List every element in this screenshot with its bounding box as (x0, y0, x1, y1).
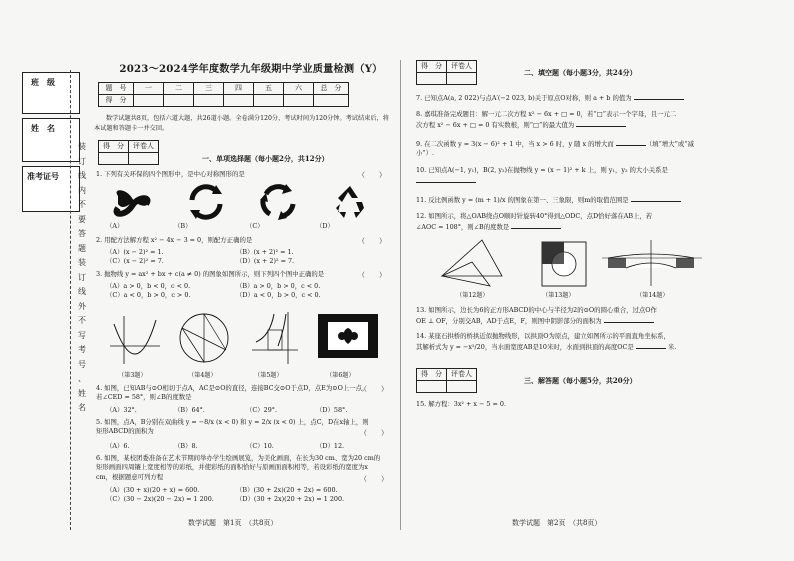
page-1 (92, 56, 392, 536)
binding-char: 要 (78, 214, 86, 224)
question-2: 2. 用配方法解方程 x² − 4x − 3 = 0，则配方正确的是 （ ） (96, 236, 386, 245)
score-cell[interactable] (194, 95, 224, 107)
binding-strip (22, 70, 80, 540)
binding-char: 装 (78, 142, 86, 151)
question-12: 12. 如图所示，将△OAB绕点O顺时针旋转40°得到△ODC，点D恰好落在AB上，若 ∠AOC = 108°，则∠B的度数是 (416, 212, 653, 232)
binding-char: 、 (78, 374, 86, 383)
question-13: 13. 如图所示，边长为6的正方形ABCD的中心与半径为2的⊙O的圆心重合，过点O作 OE ⊥ OF，分别交AB，AD于点E，F，则图中阴影部分的面积为 (416, 306, 657, 326)
binding-char: 不 (78, 316, 86, 325)
q4-options: （A）32°. （B）64°. （C）29°. （D）58°. (106, 406, 348, 414)
binding-char: 外 (78, 301, 86, 311)
binding-char: 线 (78, 171, 86, 180)
question-7: 7. 已知点A(a, 2 022)与点A′(−2 023, b)关于原点O对称，则 a + b 的值为 (416, 92, 710, 103)
binding-char: 姓 (78, 388, 86, 398)
name-label: 姓 名 (31, 123, 55, 133)
grader-marker: 评卷人 (129, 141, 159, 153)
score-header-cell: 三 (194, 83, 224, 95)
question-9: 9. 在二次函数 y = 3(x − 6)² + 1 中，当 x > 6 时，y 随 x 的增大而 （填“增大”或“减小”）. (416, 140, 694, 158)
figures-q12-q14 (432, 236, 722, 292)
fig4-label: （第4题） (188, 372, 217, 379)
arch-bridge-figure (602, 240, 702, 286)
q6-bracket: （ ） (360, 475, 388, 483)
recycle-symbols (106, 182, 386, 222)
figure-d-icon (336, 186, 364, 218)
square-circle-figure (542, 242, 586, 286)
binding-char: 订 (78, 272, 86, 282)
score-header-cell: 总 分 (314, 83, 349, 95)
binding-char: 名 (78, 403, 86, 412)
section-3-title: 三、解答题（每小题5分，共20分） (524, 376, 637, 385)
section-1-title: 一、单项选择题（每小题2分，共12分） (202, 154, 329, 163)
q6-options: （A）(30 + x)(20 + x) = 600. （B）(30 + 2x)(20 + 2x) = 600. （C）(30 − 2x)(20 − 2x) = 1 200. （D）(30 + 2x)(20 + 2x) = 1 200. (106, 486, 345, 504)
question-15: 15. 解方程：3x² + x − 5 = 0. (416, 400, 507, 408)
binding-char: 订 (78, 156, 86, 166)
question-1: 1. 下列有关环保的四个图形中，是中心对称图形的是 （ ） (96, 170, 386, 179)
question-5: 5. 如图，点A，B分别在双曲线 y = −8/x (x < 0) 和 y = 2/x (x < 0) 上，点C，D在x轴上，则矩形ABCD的面积为 (96, 418, 369, 436)
name-box (22, 118, 80, 162)
binding-line (70, 70, 71, 530)
picture-frame-figure (318, 314, 378, 358)
binding-char: 答 (78, 229, 86, 238)
figure-c-icon (260, 184, 293, 220)
section-2-title: 二、填空题（每小题3分，共24分） (524, 68, 637, 77)
circle-tangent-figure (180, 314, 228, 362)
parabola-figure (110, 316, 160, 364)
score-header-cell: 五 (254, 83, 284, 95)
q1-figures (106, 182, 386, 222)
question-8: 8. 嘉琪准备完成题目：解一元二次方程 x² − 6x + □ = 0，若“□”表示一个字母，且一元二 次方程 x² − 6x + □ = 0 有实数根，则“□”的最大值为 (416, 110, 677, 130)
fig14-label: （第14题） (636, 292, 669, 299)
score-header-cell: 题 号 (99, 83, 134, 95)
binding-char: 装 (78, 258, 86, 267)
grader-box-2: 得 分 评卷人 (416, 60, 477, 85)
instructions: 数学试题共8页，包括六道大题，共26道小题。全卷满分120分，考试时间为120分钟。考试结束后，将本试题和答题卡一并交回。 (94, 115, 389, 132)
class-box (22, 72, 80, 114)
page-1-footer: 数学试题 第1页 （共8页） (188, 519, 278, 527)
grader-box-3: 得 分 评卷人 (416, 368, 477, 393)
score-header-cell: 四 (224, 83, 254, 95)
question-6: 6. 如图，某校团委准备在艺术节期间举办学生绘画展览，为美化画面，在长为30 cm、宽为20 cm的矩形画面四周镶上宽度相等的彩纸，并使彩纸的面积恰好与原画面面积相等，若设彩纸的宽度为x cm，根据题意可列方程 (96, 454, 381, 481)
exam-id-box (22, 166, 80, 212)
page-2-footer: 数学试题 第2页 （共8页） (512, 519, 602, 527)
figure-a-icon (117, 190, 148, 214)
score-header-cell: 一 (134, 83, 164, 95)
question-3: 3. 抛物线 y = ax² + bx + c(a ≠ 0) 的图象如图所示，则下列四个图中正确的是 （ ） (96, 270, 386, 279)
binding-char: 内 (78, 185, 86, 195)
q3-options: （A）a > 0，b < 0，c < 0. （B）a > 0，b > 0，c < 0. （C）a < 0，b > 0，c > 0. （D）a < 0，b > 0，c < 0. (106, 282, 321, 300)
figures-q3-q6 (102, 306, 392, 372)
binding-char: 写 (78, 330, 86, 340)
fig6-label: （第6题） (326, 372, 355, 379)
fig12-label: （第12题） (456, 292, 489, 299)
question-11: 11. 反比例函数 y = (m + 1)/x 的图象在第一、三象限，则m的取值范围是 (416, 194, 710, 205)
grader-score: 得 分 (99, 141, 129, 153)
score-cell[interactable] (134, 95, 164, 107)
score-header-cell: 二 (164, 83, 194, 95)
binding-char: 考 (78, 345, 86, 354)
fig13-label: （第13题） (542, 292, 575, 299)
question-14: 14. 某座石拱桥的桥拱近似抛物线形，以拱顶O为原点，建立如图所示的平面直角坐标系， 其解析式为 y = −x²/20，当水面宽度AB是10米时，水面到拱顶的高度OC是 米. (416, 332, 677, 352)
q5-bracket: （ ） (360, 429, 388, 437)
q1-labels: （A） （B） （C） （D） (106, 222, 334, 230)
exam-id-label: 准考证号 (27, 171, 59, 181)
score-table (98, 82, 349, 107)
page-divider (400, 60, 401, 530)
score-cell[interactable] (164, 95, 194, 107)
binding-char: 号 (78, 359, 86, 369)
fig5-label: （第5题） (254, 372, 283, 379)
question-10: 10. 已知点A(−1, y₁)，B(2, y₂)在抛物线 y = (x − 1)² + k 上，则 y₁，y₂ 的大小关系是 (416, 166, 710, 187)
exam-title: 2023～2024学年度数学九年级期中学业质量检测（Y） (119, 63, 383, 75)
fig3-label: （第3题） (118, 372, 147, 379)
binding-warning-text (76, 140, 88, 416)
score-cell[interactable] (314, 95, 349, 107)
score-cell[interactable] (254, 95, 284, 107)
question-4: 4. 如图，已知AB与⊙O相切于点A，AC是⊙O的直径，连接BC交⊙O于点D，点E为⊙O上一点，若∠CED = 58°，则∠B的度数是 (96, 384, 369, 402)
score-header-cell: 六 (284, 83, 314, 95)
score-cell[interactable] (284, 95, 314, 107)
q4-bracket: （ ） (360, 385, 388, 393)
hyperbola-figure (252, 312, 298, 364)
score-cell[interactable] (224, 95, 254, 107)
grader-box-1 (98, 140, 159, 165)
figure-b-icon (190, 185, 222, 219)
q2-options: （A）(x − 2)² = 1. （B）(x + 2)² = 1. （C）(x − 2)² = 7. （D）(x + 2)² = 7. (106, 248, 295, 266)
binding-char: 不 (78, 200, 86, 209)
q5-options: （A）6. （B）8. （C）10. （D）12. (106, 442, 345, 450)
score-cell: 得 分 (99, 95, 134, 107)
rotation-figure (442, 240, 502, 286)
binding-char: 题 (78, 243, 86, 253)
class-label: 班 级 (31, 77, 55, 87)
page-2 (412, 56, 722, 536)
binding-char: 线 (78, 287, 86, 296)
